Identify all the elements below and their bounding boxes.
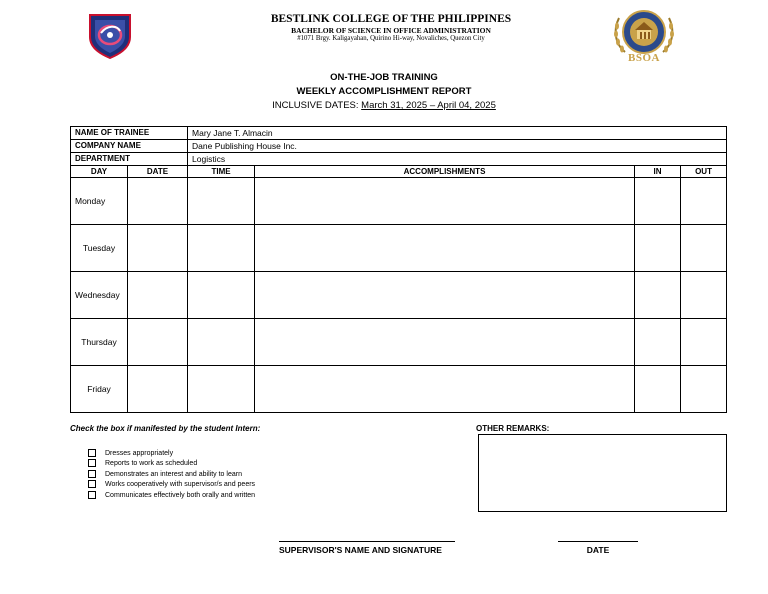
checkbox[interactable] — [88, 491, 96, 499]
checklist-item-label: Communicates effectively both orally and written — [105, 491, 256, 499]
day-row-tuesday — [71, 225, 727, 272]
day-label: Friday — [71, 366, 128, 413]
checklist-item — [88, 480, 255, 488]
date-signature-label: DATE — [586, 545, 610, 555]
info-row-trainee — [71, 127, 727, 140]
checkbox[interactable] — [88, 470, 96, 478]
day-label: Monday — [71, 178, 128, 225]
college-name: BESTLINK COLLEGE OF THE PHILIPPINES — [270, 13, 512, 25]
out-cell[interactable] — [681, 225, 727, 272]
inclusive-dates — [200, 100, 568, 111]
out-cell[interactable] — [681, 272, 727, 319]
checkbox[interactable] — [88, 480, 96, 488]
day-label: Wednesday — [71, 272, 128, 319]
checkbox[interactable] — [88, 459, 96, 467]
other-remarks-label: OTHER REMARKS: — [476, 424, 550, 433]
date-cell[interactable] — [128, 272, 188, 319]
company-name-field[interactable]: Dane Publishing House Inc. — [188, 140, 727, 153]
inclusive-dates-label: INCLUSIVE DATES: — [272, 100, 362, 111]
info-row-company — [71, 140, 727, 153]
report-heading-weekly: WEEKLY ACCOMPLISHMENT REPORT — [296, 86, 472, 97]
other-remarks-field[interactable] — [478, 434, 727, 512]
inclusive-dates-value: March 31, 2025 – April 04, 2025 — [361, 100, 496, 111]
time-cell[interactable] — [188, 319, 255, 366]
checklist-item — [88, 459, 197, 467]
date-signature-line[interactable] — [558, 541, 638, 542]
checklist-item — [88, 491, 255, 499]
supervisor-signature-line[interactable] — [279, 541, 455, 542]
time-cell[interactable] — [188, 178, 255, 225]
company-label: COMPANY NAME — [71, 140, 188, 153]
trainee-name-field[interactable]: Mary Jane T. Almacin — [188, 127, 727, 140]
date-cell[interactable] — [128, 319, 188, 366]
program-name: BACHELOR OF SCIENCE IN OFFICE ADMINISTRATION — [291, 26, 491, 35]
checklist-item — [88, 449, 173, 457]
college-logo — [87, 13, 133, 59]
in-cell[interactable] — [635, 366, 681, 413]
checklist-title: Check the box if manifested by the student Intern: — [70, 424, 261, 433]
out-cell[interactable] — [681, 366, 727, 413]
day-row-monday — [71, 178, 727, 225]
date-cell[interactable] — [128, 178, 188, 225]
date-cell[interactable] — [128, 225, 188, 272]
date-cell[interactable] — [128, 366, 188, 413]
accomplishments-cell[interactable] — [255, 225, 635, 272]
column-header-row — [71, 166, 727, 178]
info-row-department — [71, 153, 727, 166]
supervisor-signature-label: SUPERVISOR'S NAME AND SIGNATURE — [279, 545, 442, 555]
day-row-wednesday — [71, 272, 727, 319]
checkbox[interactable] — [88, 449, 96, 457]
out-cell[interactable] — [681, 319, 727, 366]
col-header-accomplishments: ACCOMPLISHMENTS — [255, 166, 635, 178]
checklist-item-label: Works cooperatively with supervisor/s and peers — [105, 480, 256, 488]
day-label: Tuesday — [71, 225, 128, 272]
department-label: DEPARTMENT — [71, 153, 188, 166]
col-header-out: OUT — [681, 166, 727, 178]
out-cell[interactable] — [681, 178, 727, 225]
in-cell[interactable] — [635, 272, 681, 319]
bsoa-seal-logo — [611, 8, 677, 66]
day-label: Thursday — [71, 319, 128, 366]
in-cell[interactable] — [635, 178, 681, 225]
in-cell[interactable] — [635, 319, 681, 366]
accomplishment-table — [70, 126, 727, 413]
time-cell[interactable] — [188, 272, 255, 319]
accomplishments-cell[interactable] — [255, 366, 635, 413]
college-address: #1071 Brgy. Kaligayahan, Quirino Hi-way, Novaliches, Quezon City — [297, 35, 485, 42]
report-heading-ojt: ON-THE-JOB TRAINING — [330, 72, 438, 83]
department-field[interactable]: Logistics — [188, 153, 727, 166]
in-cell[interactable] — [635, 225, 681, 272]
checklist-item — [88, 470, 242, 478]
accomplishments-cell[interactable] — [255, 319, 635, 366]
checklist-item-label: Dresses appropriately — [105, 449, 174, 457]
accomplishments-cell[interactable] — [255, 178, 635, 225]
time-cell[interactable] — [188, 366, 255, 413]
col-header-time: TIME — [188, 166, 255, 178]
day-row-thursday — [71, 319, 727, 366]
checklist-item-label: Demonstrates an interest and ability to learn — [105, 470, 242, 478]
col-header-date: DATE — [128, 166, 188, 178]
time-cell[interactable] — [188, 225, 255, 272]
day-row-friday — [71, 366, 727, 413]
bsoa-seal-text: BSOA — [628, 52, 660, 64]
col-header-in: IN — [635, 166, 681, 178]
accomplishments-cell[interactable] — [255, 272, 635, 319]
trainee-label: NAME OF TRAINEE — [71, 127, 188, 140]
col-header-day: DAY — [71, 166, 128, 178]
checklist-item-label: Reports to work as scheduled — [105, 459, 198, 467]
